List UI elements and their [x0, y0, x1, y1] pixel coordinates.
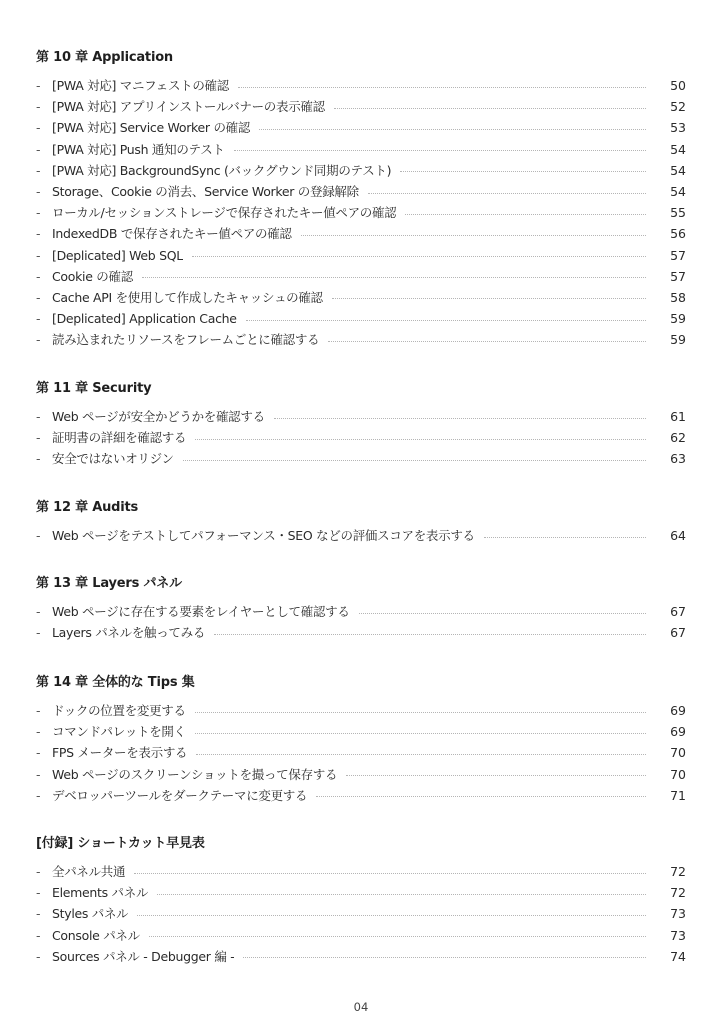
entry-list — [36, 406, 686, 470]
dot-leader — [484, 536, 646, 538]
entry-page-number: 54 — [670, 141, 686, 157]
chapter-14 — [36, 673, 686, 806]
dot-leader — [243, 956, 646, 958]
entry-bullet: - — [36, 162, 41, 178]
dot-leader — [400, 170, 646, 172]
entry-bullet: - — [36, 183, 41, 199]
entry-title: 証明書の詳細を確認する — [52, 430, 187, 446]
toc-entry[interactable] — [36, 946, 686, 967]
entry-page-number: 57 — [670, 247, 686, 263]
entry-page-number: 55 — [670, 205, 686, 221]
entry-bullet: - — [36, 120, 41, 136]
entry-bullet: - — [36, 906, 41, 922]
toc-entry[interactable] — [36, 202, 686, 223]
dot-leader — [149, 935, 646, 937]
entry-page-number: 69 — [670, 724, 686, 740]
entry-title: [PWA 対応] BackgroundSync (バックグウンド同期のテスト) — [52, 162, 392, 178]
entry-bullet: - — [36, 78, 41, 93]
dot-leader — [214, 633, 646, 635]
entry-page-number: 52 — [670, 99, 686, 115]
chapter-12 — [36, 498, 686, 546]
entry-page-number: 74 — [670, 948, 686, 964]
chapter-title: 第 14 章 全体的な Tips 集 — [36, 675, 195, 690]
entry-title: 安全ではないオリジン — [52, 451, 174, 467]
entry-page-number: 72 — [670, 864, 686, 879]
entry-page-number: 59 — [670, 311, 686, 327]
entry-bullet: - — [36, 625, 41, 641]
toc-entry[interactable] — [36, 925, 686, 946]
entry-title: 読み込まれたリソースをフレームごとに確認する — [52, 332, 320, 348]
toc-entry[interactable] — [36, 525, 686, 546]
toc-entry[interactable] — [36, 406, 686, 427]
entry-bullet: - — [36, 268, 41, 284]
toc-entry[interactable] — [36, 903, 686, 924]
dot-leader — [195, 711, 646, 713]
dot-leader — [157, 893, 646, 895]
entry-bullet: - — [36, 332, 41, 348]
dot-leader — [134, 872, 646, 874]
entry-bullet: - — [36, 409, 41, 424]
dot-leader — [274, 417, 646, 419]
chapter-title: 第 11 章 Security — [36, 381, 152, 396]
entry-page-number: 56 — [670, 226, 686, 242]
entry-title: [PWA 対応] マニフェストの確認 — [52, 78, 229, 93]
entry-bullet: - — [36, 864, 41, 879]
entry-page-number: 67 — [670, 604, 686, 619]
entry-title: [PWA 対応] Push 通知のテスト — [52, 141, 225, 157]
entry-list — [36, 700, 686, 806]
entry-page-number: 50 — [670, 78, 686, 93]
entry-title: Layers パネルを触ってみる — [52, 625, 206, 641]
entry-page-number: 59 — [670, 332, 686, 348]
entry-bullet: - — [36, 948, 41, 964]
dot-leader — [301, 234, 646, 236]
toc-entry[interactable] — [36, 287, 686, 308]
entry-title: FPS メーターを表示する — [52, 745, 188, 761]
entry-page-number: 57 — [670, 268, 686, 284]
entry-title: [Deplicated] Application Cache — [52, 311, 237, 327]
chapter-title: 第 13 章 Layers パネル — [36, 576, 182, 591]
entry-bullet: - — [36, 311, 41, 327]
entry-bullet: - — [36, 927, 41, 943]
dot-leader — [332, 297, 646, 299]
dot-leader — [142, 276, 646, 278]
entry-page-number: 64 — [670, 528, 686, 543]
entry-title: Console パネル — [52, 927, 140, 943]
toc-entry[interactable] — [36, 861, 686, 882]
toc-entry[interactable] — [36, 96, 686, 117]
chapter-title: 第 12 章 Audits — [36, 500, 139, 515]
entry-title: Web ページに存在する要素をレイヤーとして確認する — [52, 604, 350, 619]
dot-leader — [238, 86, 646, 88]
toc-entry[interactable] — [36, 139, 686, 160]
entry-page-number: 63 — [670, 451, 686, 467]
entry-page-number: 53 — [670, 120, 686, 136]
entry-title: [Deplicated] Web SQL — [52, 247, 183, 263]
dot-leader — [346, 774, 646, 776]
chapter-10 — [36, 48, 686, 350]
entry-title: Web ページのスクリーンショットを撮って保存する — [52, 766, 338, 782]
toc-entry[interactable] — [36, 266, 686, 287]
entry-bullet: - — [36, 703, 41, 718]
toc-entry[interactable] — [36, 117, 686, 138]
dot-leader — [234, 149, 646, 151]
toc-entry[interactable] — [36, 721, 686, 742]
entry-title: Cache API を使用して作成したキャッシュの確認 — [52, 289, 323, 305]
entry-page-number: 62 — [670, 430, 686, 446]
chapter-13 — [36, 574, 686, 643]
entry-bullet: - — [36, 289, 41, 305]
toc-entry[interactable] — [36, 75, 686, 96]
entry-page-number: 71 — [670, 787, 686, 803]
dot-leader — [137, 914, 646, 916]
entry-page-number: 67 — [670, 625, 686, 641]
entry-page-number: 72 — [670, 885, 686, 901]
entry-title: [PWA 対応] Service Worker の確認 — [52, 120, 251, 136]
toc-entry[interactable] — [36, 601, 686, 622]
dot-leader — [183, 459, 646, 461]
entry-page-number: 73 — [670, 927, 686, 943]
entry-page-number: 70 — [670, 745, 686, 761]
toc-entry[interactable] — [36, 223, 686, 244]
dot-leader — [192, 255, 646, 257]
toc-entry[interactable] — [36, 700, 686, 721]
entry-bullet: - — [36, 141, 41, 157]
entry-title: Cookie の確認 — [52, 268, 133, 284]
dot-leader — [195, 732, 646, 734]
entry-title: Styles パネル — [52, 906, 129, 922]
entry-bullet: - — [36, 99, 41, 115]
entry-bullet: - — [36, 226, 41, 242]
dot-leader — [259, 128, 646, 130]
dot-leader — [246, 319, 646, 321]
entry-bullet: - — [36, 528, 41, 543]
entry-title: IndexedDB で保存されたキー値ペアの確認 — [52, 226, 292, 242]
toc-entry[interactable] — [36, 181, 686, 202]
toc-entry[interactable] — [36, 785, 686, 806]
entry-page-number: 69 — [670, 703, 686, 718]
entry-title: コマンドパレットを開く — [52, 724, 186, 740]
toc-entry[interactable] — [36, 308, 686, 329]
toc-entry[interactable] — [36, 427, 686, 448]
dot-leader — [196, 753, 646, 755]
entry-page-number: 73 — [670, 906, 686, 922]
dot-leader — [334, 107, 646, 109]
toc-entry[interactable] — [36, 764, 686, 785]
appendix-shortcuts — [36, 834, 686, 967]
chapter-title: 第 10 章 Application — [36, 50, 173, 65]
entry-title: Web ページが安全かどうかを確認する — [52, 409, 265, 424]
entry-title: Sources パネル - Debugger 編 - — [52, 948, 235, 964]
entry-bullet: - — [36, 247, 41, 263]
dot-leader — [405, 213, 646, 215]
entry-list — [36, 75, 686, 350]
toc-entry[interactable] — [36, 245, 686, 266]
dot-leader — [316, 795, 646, 797]
entry-page-number: 70 — [670, 766, 686, 782]
toc-entry[interactable] — [36, 448, 686, 469]
dot-leader — [368, 192, 646, 194]
entry-page-number: 54 — [670, 162, 686, 178]
entry-title: Web ページをテストしてパフォーマンス・SEO などの評価スコアを表示する — [52, 528, 475, 543]
entry-bullet: - — [36, 766, 41, 782]
entry-list — [36, 861, 686, 967]
dot-leader — [359, 612, 646, 614]
toc-entry[interactable] — [36, 329, 686, 350]
entry-bullet: - — [36, 604, 41, 619]
entry-bullet: - — [36, 430, 41, 446]
toc-entry[interactable] — [36, 742, 686, 763]
entry-page-number: 54 — [670, 183, 686, 199]
entry-title: Elements パネル — [52, 885, 149, 901]
entry-list — [36, 525, 686, 546]
entry-bullet: - — [36, 724, 41, 740]
toc-entry[interactable] — [36, 622, 686, 643]
toc-entry[interactable] — [36, 882, 686, 903]
entry-bullet: - — [36, 885, 41, 901]
entry-bullet: - — [36, 205, 41, 221]
entry-title: Storage、Cookie の消去、Service Worker の登録解除 — [52, 183, 359, 199]
entry-bullet: - — [36, 451, 41, 467]
dot-leader — [328, 340, 646, 342]
dot-leader — [195, 438, 646, 440]
toc-entry[interactable] — [36, 160, 686, 181]
page-number: 04 — [353, 1000, 369, 1014]
entry-page-number: 61 — [670, 409, 686, 424]
entry-title: [PWA 対応] アプリインストールバナーの表示確認 — [52, 99, 325, 115]
entry-list — [36, 601, 686, 643]
entry-page-number: 58 — [670, 289, 686, 305]
entry-bullet: - — [36, 745, 41, 761]
entry-bullet: - — [36, 787, 41, 803]
entry-title: デベロッパーツールをダークテーマに変更する — [52, 787, 308, 803]
chapter-11 — [36, 379, 686, 470]
entry-title: 全パネル共通 — [52, 864, 126, 879]
entry-title: ドックの位置を変更する — [52, 703, 186, 718]
entry-title: ローカル/セッションストレージで保存されたキー値ペアの確認 — [52, 205, 397, 221]
chapter-title: [付録] ショートカット早見表 — [36, 836, 205, 851]
